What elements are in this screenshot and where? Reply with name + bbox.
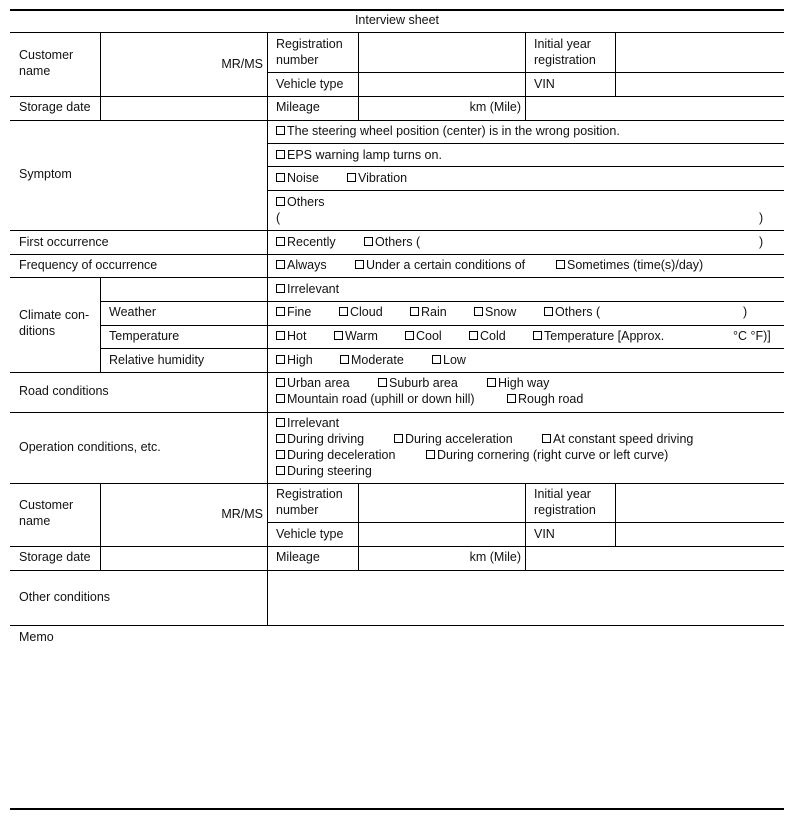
symptom-others-option[interactable]: Others [276,194,325,210]
relative-humidity-label: Relative humidity [109,353,205,367]
checkbox[interactable] [339,307,348,316]
humidity-high-option[interactable]: High [276,352,313,368]
checkbox[interactable] [340,355,349,364]
weather-snow-option[interactable]: Snow [474,304,516,320]
checkbox[interactable] [347,173,356,182]
mr-ms-label: MR/MS [221,57,263,71]
checkbox[interactable] [276,355,285,364]
first-occurrence-label: First occurrence [19,235,109,249]
registration-number-label: Registration number [276,37,343,67]
temperature-approx-option[interactable]: Temperature [Approx. [533,328,664,344]
vehicle-type-label-2: Vehicle type [276,527,344,541]
temperature-cold-option[interactable]: Cold [469,328,506,344]
other-conditions-label: Other conditions [19,590,111,604]
checkbox[interactable] [364,237,373,246]
climate-irrelevant-option[interactable]: Irrelevant [276,281,339,297]
page-title: Interview sheet [354,13,440,27]
temperature-label: Temperature [109,329,180,343]
checkbox[interactable] [426,450,435,459]
temperature-cool-option[interactable]: Cool [405,328,442,344]
vin-label-2: VIN [534,527,555,541]
temperature-hot-option[interactable]: Hot [276,328,306,344]
road-rough-option[interactable]: Rough road [507,391,583,407]
operation-driving-option[interactable]: During driving [276,431,364,447]
humidity-low-option[interactable]: Low [432,352,466,368]
checkbox[interactable] [276,450,285,459]
symptom-eps-lamp-option[interactable]: EPS warning lamp turns on. [276,147,442,163]
road-urban-option[interactable]: Urban area [276,375,350,391]
vin-label: VIN [534,77,555,91]
memo-label: Memo [19,630,54,644]
climate-conditions-label: Climate con- ditions [19,308,90,338]
road-conditions-label: Road conditions [19,384,109,398]
checkbox[interactable] [276,331,285,340]
vehicle-type-label: Vehicle type [276,77,344,91]
symptom-noise-option[interactable]: Noise [276,170,319,186]
customer-name-label-2: Customer name [19,498,74,528]
first-occurrence-recently-option[interactable]: Recently [276,234,336,250]
checkbox[interactable] [469,331,478,340]
checkbox[interactable] [276,307,285,316]
temperature-unit: °C °F)] [733,329,771,343]
checkbox[interactable] [474,307,483,316]
symptom-wrong-center-option[interactable]: The steering wheel position (center) is in the wrong position. [276,123,620,139]
checkbox[interactable] [276,126,285,135]
weather-label: Weather [109,305,157,319]
checkbox[interactable] [276,284,285,293]
checkbox[interactable] [378,378,387,387]
symptom-label: Symptom [19,167,72,181]
operation-constant-speed-option[interactable]: At constant speed driving [542,431,693,447]
km-mile-label: km (Mile) [469,100,521,114]
weather-others-option[interactable]: Others ( [544,304,600,320]
road-suburb-option[interactable]: Suburb area [378,375,458,391]
checkbox[interactable] [533,331,542,340]
frequency-label: Frequency of occurrence [19,258,158,272]
checkbox[interactable] [276,394,285,403]
checkbox[interactable] [276,150,285,159]
checkbox[interactable] [405,331,414,340]
road-highway-option[interactable]: High way [487,375,549,391]
customer-name-label: Customer name [19,48,74,78]
weather-fine-option[interactable]: Fine [276,304,311,320]
first-occurrence-paren-close: ) [759,235,764,249]
frequency-sometimes-option[interactable]: Sometimes (time(s)/day) [556,257,703,273]
checkbox[interactable] [276,173,285,182]
checkbox[interactable] [556,260,565,269]
checkbox[interactable] [507,394,516,403]
operation-acceleration-option[interactable]: During acceleration [394,431,513,447]
temperature-warm-option[interactable]: Warm [334,328,378,344]
checkbox[interactable] [487,378,496,387]
initial-year-registration-label-2: Initial year registration [534,487,596,517]
checkbox[interactable] [544,307,553,316]
mr-ms-label-2: MR/MS [221,507,263,521]
first-occurrence-others-option[interactable]: Others ( [364,234,420,250]
symptom-others-paren-open: ( [276,211,281,225]
checkbox[interactable] [410,307,419,316]
operation-cornering-option[interactable]: During cornering (right curve or left curve) [426,447,668,463]
frequency-always-option[interactable]: Always [276,257,327,273]
checkbox[interactable] [334,331,343,340]
frequency-under-conditions-option[interactable]: Under a certain conditions of [355,257,525,273]
checkbox[interactable] [542,434,551,443]
checkbox[interactable] [394,434,403,443]
checkbox[interactable] [276,418,285,427]
weather-paren-close: ) [743,305,748,319]
checkbox[interactable] [276,237,285,246]
checkbox[interactable] [432,355,441,364]
checkbox[interactable] [355,260,364,269]
initial-year-registration-label: Initial year registration [534,37,596,67]
operation-steering-option[interactable]: During steering [276,463,372,479]
road-mountain-option[interactable]: Mountain road (uphill or down hill) [276,391,475,407]
weather-cloud-option[interactable]: Cloud [339,304,383,320]
checkbox[interactable] [276,260,285,269]
symptom-vibration-option[interactable]: Vibration [347,170,407,186]
storage-date-label: Storage date [19,100,91,114]
km-mile-label-2: km (Mile) [469,550,521,564]
mileage-label: Mileage [276,100,320,114]
checkbox[interactable] [276,378,285,387]
symptom-others-paren-close: ) [759,211,764,225]
registration-number-label-2: Registration number [276,487,343,517]
weather-rain-option[interactable]: Rain [410,304,447,320]
operation-irrelevant-option[interactable]: Irrelevant [276,415,339,431]
humidity-moderate-option[interactable]: Moderate [340,352,404,368]
mileage-label-2: Mileage [276,550,320,564]
checkbox[interactable] [276,466,285,475]
operation-deceleration-option[interactable]: During deceleration [276,447,395,463]
checkbox[interactable] [276,197,285,206]
checkbox[interactable] [276,434,285,443]
operation-conditions-label: Operation conditions, etc. [19,440,161,454]
storage-date-label-2: Storage date [19,550,91,564]
